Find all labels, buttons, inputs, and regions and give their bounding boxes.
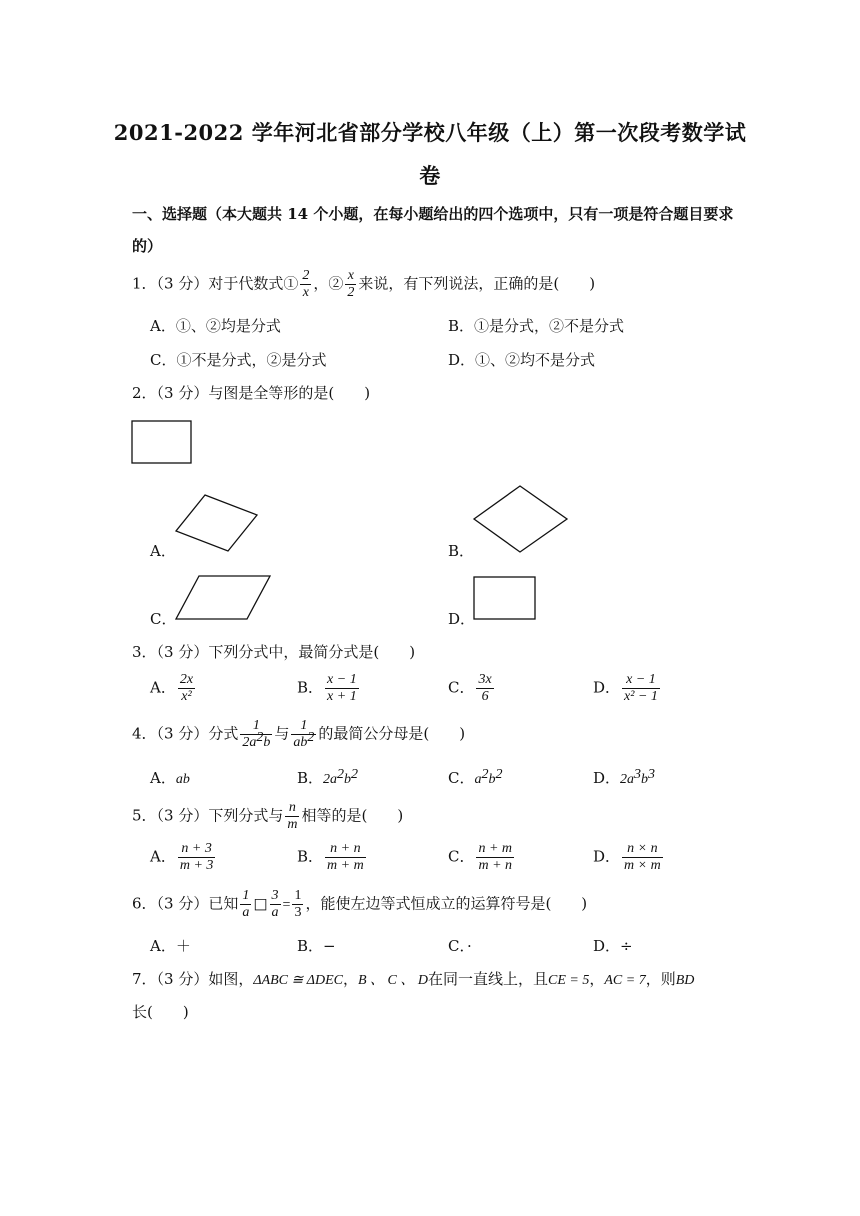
q1-option-d[interactable]: D．①、②均不是分式	[448, 351, 596, 369]
q6-option-c[interactable]: C．·	[448, 937, 472, 955]
q4-fraction-1: $\frac{1}{2a^2b}$	[242, 718, 271, 751]
q7-text-4: ，则	[645, 970, 676, 988]
question-6-stem	[132, 888, 587, 921]
q4-mid: 与	[274, 724, 290, 743]
q4-suffix: 的最简公分母是( )	[318, 724, 466, 743]
q5-option-c[interactable]	[448, 841, 516, 874]
q4-option-a[interactable]	[150, 767, 190, 788]
q5-prefix: 5．（3 分）下列分式与	[132, 806, 284, 825]
q5-option-d-label: D．	[593, 847, 621, 866]
q6-option-d[interactable]: D．÷	[593, 937, 633, 955]
q2-option-d[interactable]: D．	[448, 610, 476, 628]
q1-option-c[interactable]: C．①不是分式，②是分式	[150, 351, 327, 369]
q5-suffix: 相等的是( )	[301, 806, 404, 825]
q1-fraction-1: $\frac{2}{x}$	[302, 268, 310, 301]
q5-option-a-label: A．	[150, 847, 176, 866]
q4-option-a-label: A．	[150, 769, 176, 787]
q7-congruence: ΔABC ≅ ΔDEC	[253, 973, 343, 988]
question-5-stem	[132, 800, 403, 833]
question-4-stem	[132, 718, 465, 751]
q5-option-c-fraction: $\frac{n + m}{m + n}$	[478, 841, 513, 874]
q2-option-a[interactable]: A．	[150, 542, 176, 560]
q4-option-c[interactable]	[448, 767, 502, 788]
q7-points: B 、 C 、 D	[357, 973, 428, 988]
q3-option-a-label: A．	[150, 678, 176, 697]
q2-shape-a	[176, 495, 257, 551]
question-2-stem: 2．（3 分）与图是全等形的是( )	[132, 384, 371, 402]
q1-fraction-2: $\frac{x}{2}$	[347, 268, 355, 301]
page-title-continued: 卷	[419, 163, 441, 188]
q6-option-a[interactable]: A．＋	[150, 937, 191, 955]
q1-prefix: 1．（3 分）对于代数式①	[132, 274, 299, 293]
q2-shape-c	[176, 576, 270, 619]
q7-comma: ，	[589, 970, 605, 988]
q3-option-b-label: B．	[297, 678, 324, 697]
q7-text-2: ，	[342, 970, 358, 988]
q4-prefix: 4．（3 分）分式	[132, 724, 239, 743]
q1-option-b[interactable]: B．①是分式，②不是分式	[448, 317, 625, 335]
q5-option-b-fraction: $\frac{n + n}{m + m}$	[327, 841, 364, 874]
q6-fraction-2: $\frac{3}{a}$	[271, 888, 279, 921]
q4-option-b-label: B．	[297, 769, 324, 787]
q3-option-d-label: D．	[593, 678, 621, 697]
q4-option-d-value: $2a^3b^3$	[620, 767, 656, 787]
q1-option-a[interactable]: A．①、②均是分式	[150, 317, 281, 335]
q3-option-c[interactable]	[448, 672, 496, 705]
q4-option-b-value: $2a^2b^2$	[323, 767, 359, 787]
q7-bd: BD	[675, 973, 695, 988]
q6-option-b[interactable]: B．−	[297, 937, 336, 955]
q2-shape-b	[474, 486, 567, 552]
q6-fraction-1: $\frac{1}{a}$	[242, 888, 250, 921]
q2-option-c[interactable]: C．	[150, 610, 177, 628]
q3-option-a-fraction: $\frac{2x}{\text{x²}}$	[179, 672, 194, 705]
q5-option-b[interactable]	[297, 841, 368, 874]
q5-fraction: $\frac{n}{m}$	[287, 800, 298, 833]
q5-option-d-fraction: $\frac{n \times n}{m \times m}$	[624, 841, 661, 874]
q4-option-d-label: D．	[593, 769, 621, 787]
q3-option-d-fraction: $\frac{x - 1}{\text{x² − 1}}$	[624, 672, 658, 705]
q6-prefix: 6．（3 分）已知	[132, 894, 239, 913]
q2-reference-rectangle	[132, 421, 191, 463]
q3-option-a[interactable]	[150, 672, 197, 705]
q5-option-b-label: B．	[297, 847, 324, 866]
q5-option-d[interactable]	[593, 841, 665, 874]
q7-text-3: 在同一直线上，且	[427, 970, 548, 988]
q4-option-d[interactable]	[593, 767, 655, 788]
q4-fraction-2: $\frac{1}{ab^2}$	[293, 718, 315, 751]
q4-option-c-value: $a^2b^2$	[474, 767, 503, 787]
q7-text-1: 7．（3 分）如图，	[132, 970, 254, 988]
q3-option-c-fraction: $\frac{3x}{6}$	[478, 672, 492, 705]
q3-option-d[interactable]	[593, 672, 662, 705]
q4-option-b[interactable]	[297, 767, 358, 788]
q6-operator-box: □	[253, 894, 268, 913]
q6-suffix: ，能使左边等式恒成立的运算符号是( )	[305, 894, 588, 913]
q3-option-b-fraction: $\frac{x - 1}{x + 1}$	[327, 672, 357, 705]
q3-option-c-label: C．	[448, 678, 475, 697]
q7-ac: AC = 7	[604, 973, 646, 988]
q4-option-c-label: C．	[448, 769, 475, 787]
q5-option-a-fraction: $\frac{n + 3}{m + 3}$	[179, 841, 214, 874]
q3-option-b[interactable]	[297, 672, 361, 705]
q1-suffix: 来说，有下列说法，正确的是( )	[358, 274, 596, 293]
q7-ce: CE = 5	[548, 973, 590, 988]
question-3-stem: 3．（3 分）下列分式中，最简分式是( )	[132, 643, 416, 661]
q2-option-b[interactable]: B．	[448, 542, 475, 560]
q1-mid: ，②	[313, 274, 344, 293]
q6-fraction-3: $\frac{1}{3}$	[294, 888, 302, 921]
page-title: 2021-2022 学年河北省部分学校八年级（上）第一次段考数学试	[113, 120, 747, 145]
question-7-stem-continued: 长( )	[132, 1003, 189, 1021]
q4-option-a-value: ab	[175, 772, 190, 787]
q2-shape-d	[474, 577, 535, 619]
q6-equals: =	[282, 897, 291, 913]
section-heading-continued: 的）	[132, 237, 163, 255]
question-7-stem	[132, 968, 694, 989]
q5-option-a[interactable]	[150, 841, 217, 874]
section-heading: 一、选择题（本大题共 14 个小题，在每小题给出的四个选项中，只有一项是符合题目要求	[132, 205, 734, 223]
q5-option-c-label: C．	[448, 847, 475, 866]
